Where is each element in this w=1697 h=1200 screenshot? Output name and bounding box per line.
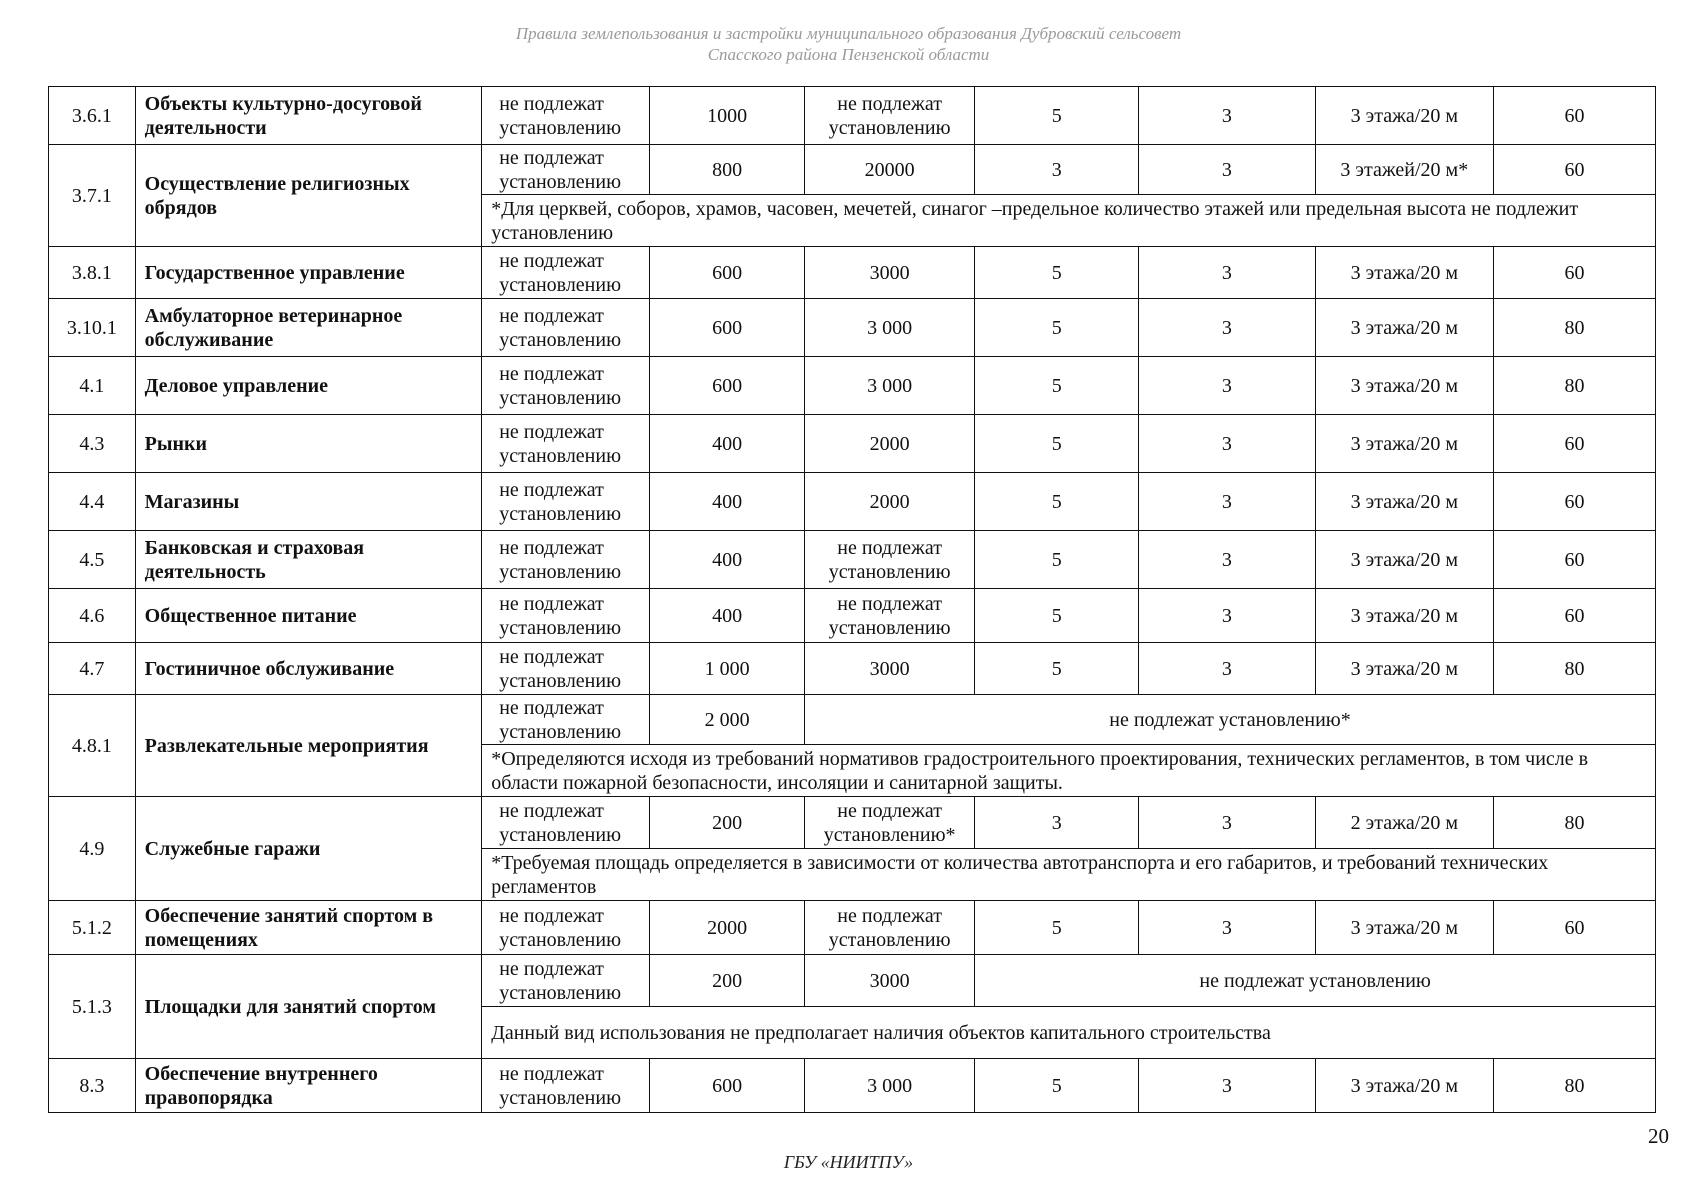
min-width-cell: не подлежат установлению: [482, 589, 650, 643]
min-width-cell: не подлежат установлению: [482, 473, 650, 531]
table-row: [49, 797, 1656, 849]
row-code: 4.7: [49, 643, 136, 695]
table-row: [49, 473, 1656, 531]
row-name: Банковская и страховая деятельность: [135, 531, 482, 589]
setback-other-cell: 3: [1139, 473, 1315, 531]
setback-front-cell: 5: [975, 901, 1139, 955]
min-width-cell: не подлежат установлению: [482, 87, 650, 145]
row-code: 8.3: [49, 1059, 136, 1113]
table-row: [49, 87, 1656, 145]
setback-front-cell: 5: [975, 87, 1139, 145]
max-height-cell: 3 этажа/20 м: [1315, 87, 1493, 145]
min-area-cell: 200: [650, 955, 805, 1007]
setback-other-cell: 3: [1139, 901, 1315, 955]
setback-other-cell: 3: [1139, 797, 1315, 849]
setback-other-cell: 3: [1139, 145, 1315, 195]
setback-other-cell: 3: [1139, 589, 1315, 643]
row-code: 4.6: [49, 589, 136, 643]
page-number: 20: [1648, 1124, 1669, 1148]
setback-front-cell: 3: [975, 797, 1139, 849]
max-area-cell: не подлежат установлению: [805, 87, 975, 145]
max-area-cell: не подлежат установлению: [805, 589, 975, 643]
min-area-cell: 600: [650, 1059, 805, 1113]
table-row: [49, 901, 1656, 955]
max-height-cell: 2 этажа/20 м: [1315, 797, 1493, 849]
max-coverage-cell: 80: [1494, 1059, 1656, 1113]
table-row: [49, 357, 1656, 415]
setback-front-cell: 5: [975, 1059, 1139, 1113]
table-row: [49, 589, 1656, 643]
min-area-cell: 1000: [650, 87, 805, 145]
row-code: 4.4: [49, 473, 136, 531]
min-width-cell: не подлежат установлению: [482, 247, 650, 299]
table-row: [49, 299, 1656, 357]
row-note: Данный вид использования не предполагает наличия объектов капитального строительства: [482, 1007, 1656, 1059]
max-area-cell: 3000: [805, 643, 975, 695]
row-code: 5.1.2: [49, 901, 136, 955]
page-header: [0, 23, 1697, 65]
min-area-cell: 200: [650, 797, 805, 849]
setback-front-cell: 5: [975, 299, 1139, 357]
min-width-cell: не подлежат установлению: [482, 955, 650, 1007]
max-height-cell: 3 этажа/20 м: [1315, 247, 1493, 299]
min-width-cell: не подлежат установлению: [482, 901, 650, 955]
table-row: [49, 145, 1656, 195]
min-width-cell: не подлежат установлению: [482, 415, 650, 473]
row-code: 3.6.1: [49, 87, 136, 145]
merged-value-cell: не подлежат установлению*: [805, 695, 1656, 745]
setback-other-cell: 3: [1139, 357, 1315, 415]
min-area-cell: 2000: [650, 901, 805, 955]
table-row: [49, 531, 1656, 589]
setback-front-cell: 3: [975, 145, 1139, 195]
row-code: 4.1: [49, 357, 136, 415]
max-coverage-cell: 60: [1494, 87, 1656, 145]
row-name: Магазины: [135, 473, 482, 531]
max-height-cell: 3 этажа/20 м: [1315, 473, 1493, 531]
row-code: 3.8.1: [49, 247, 136, 299]
max-height-cell: 3 этажей/20 м*: [1315, 145, 1493, 195]
table-row: [49, 955, 1656, 1007]
setback-other-cell: 3: [1139, 87, 1315, 145]
min-area-cell: 600: [650, 247, 805, 299]
row-code: 4.3: [49, 415, 136, 473]
page-footer: ГБУ «НИИТПУ»: [783, 1152, 914, 1172]
regulations-table: [48, 86, 1656, 1113]
row-code: 4.8.1: [49, 695, 136, 797]
min-area-cell: 2 000: [650, 695, 805, 745]
min-area-cell: 1 000: [650, 643, 805, 695]
min-width-cell: не подлежат установлению: [482, 299, 650, 357]
max-coverage-cell: 80: [1494, 357, 1656, 415]
max-coverage-cell: 60: [1494, 247, 1656, 299]
max-coverage-cell: 80: [1494, 643, 1656, 695]
row-name: Амбулаторное ветеринарное обслуживание: [135, 299, 482, 357]
max-height-cell: 3 этажа/20 м: [1315, 415, 1493, 473]
min-area-cell: 800: [650, 145, 805, 195]
max-area-cell: 3000: [805, 247, 975, 299]
max-area-cell: 2000: [805, 473, 975, 531]
max-coverage-cell: 60: [1494, 145, 1656, 195]
min-width-cell: не подлежат установлению: [482, 357, 650, 415]
max-height-cell: 3 этажа/20 м: [1315, 299, 1493, 357]
row-note: *Требуемая площадь определяется в зависимости от количества автотранспорта и его габаритов, и требований технических регламентов: [482, 849, 1656, 901]
setback-front-cell: 5: [975, 357, 1139, 415]
max-coverage-cell: 80: [1494, 299, 1656, 357]
setback-other-cell: 3: [1139, 1059, 1315, 1113]
row-note: *Определяются исходя из требований нормативов градостроительного проектирования, технических регламентов, в том числе в области пожарной безопасности, инсоляции и санитарной защиты.: [482, 745, 1656, 797]
row-name: Обеспечение внутреннего правопорядка: [135, 1059, 482, 1113]
max-coverage-cell: 60: [1494, 473, 1656, 531]
row-name: Осуществление религиозных обрядов: [135, 145, 482, 247]
setback-other-cell: 3: [1139, 531, 1315, 589]
max-height-cell: 3 этажа/20 м: [1315, 531, 1493, 589]
min-width-cell: не подлежат установлению: [482, 643, 650, 695]
setback-front-cell: 5: [975, 473, 1139, 531]
setback-front-cell: 5: [975, 589, 1139, 643]
row-code: 3.10.1: [49, 299, 136, 357]
setback-front-cell: 5: [975, 643, 1139, 695]
row-name: Гостиничное обслуживание: [135, 643, 482, 695]
max-height-cell: 3 этажа/20 м: [1315, 357, 1493, 415]
setback-other-cell: 3: [1139, 247, 1315, 299]
max-height-cell: 3 этажа/20 м: [1315, 901, 1493, 955]
max-area-cell: 3 000: [805, 357, 975, 415]
table-row: [49, 643, 1656, 695]
min-area-cell: 400: [650, 589, 805, 643]
min-width-cell: не подлежат установлению: [482, 531, 650, 589]
max-area-cell: 3 000: [805, 299, 975, 357]
min-width-cell: не подлежат установлению: [482, 797, 650, 849]
max-height-cell: 3 этажа/20 м: [1315, 643, 1493, 695]
row-code: 4.5: [49, 531, 136, 589]
row-name: Развлекательные мероприятия: [135, 695, 482, 797]
max-height-cell: 3 этажа/20 м: [1315, 1059, 1493, 1113]
min-area-cell: 400: [650, 415, 805, 473]
merged-value-cell: не подлежат установлению: [975, 955, 1656, 1007]
max-coverage-cell: 80: [1494, 797, 1656, 849]
table-row: [49, 1059, 1656, 1113]
max-area-cell: не подлежат установлению: [805, 531, 975, 589]
max-area-cell: 2000: [805, 415, 975, 473]
max-coverage-cell: 60: [1494, 901, 1656, 955]
row-code: 5.1.3: [49, 955, 136, 1059]
header-line-1: Правила землепользования и застройки муниципального образования Дубровский сельсовет: [515, 24, 1182, 43]
max-coverage-cell: 60: [1494, 589, 1656, 643]
row-code: 3.7.1: [49, 145, 136, 247]
setback-other-cell: 3: [1139, 415, 1315, 473]
row-name: Обеспечение занятий спортом в помещениях: [135, 901, 482, 955]
row-name: Рынки: [135, 415, 482, 473]
table-row: [49, 247, 1656, 299]
max-coverage-cell: 60: [1494, 531, 1656, 589]
row-code: 4.9: [49, 797, 136, 901]
min-width-cell: не подлежат установлению: [482, 145, 650, 195]
min-area-cell: 600: [650, 299, 805, 357]
min-width-cell: не подлежат установлению: [482, 695, 650, 745]
setback-front-cell: 5: [975, 531, 1139, 589]
row-name: Государственное управление: [135, 247, 482, 299]
row-name: Объекты культурно-досуговой деятельности: [135, 87, 482, 145]
max-area-cell: не подлежат установлению*: [805, 797, 975, 849]
row-name: Общественное питание: [135, 589, 482, 643]
row-name: Служебные гаражи: [135, 797, 482, 901]
row-name: Площадки для занятий спортом: [135, 955, 482, 1059]
setback-other-cell: 3: [1139, 643, 1315, 695]
min-area-cell: 400: [650, 531, 805, 589]
max-area-cell: не подлежат установлению: [805, 901, 975, 955]
max-area-cell: 20000: [805, 145, 975, 195]
min-area-cell: 400: [650, 473, 805, 531]
table-row: [49, 415, 1656, 473]
table-row: [49, 695, 1656, 745]
min-width-cell: не подлежат установлению: [482, 1059, 650, 1113]
max-area-cell: 3000: [805, 955, 975, 1007]
setback-front-cell: 5: [975, 415, 1139, 473]
max-coverage-cell: 60: [1494, 415, 1656, 473]
setback-other-cell: 3: [1139, 299, 1315, 357]
max-area-cell: 3 000: [805, 1059, 975, 1113]
setback-front-cell: 5: [975, 247, 1139, 299]
header-line-2: Спасского района Пензенской области: [707, 45, 990, 64]
row-name: Деловое управление: [135, 357, 482, 415]
min-area-cell: 600: [650, 357, 805, 415]
max-height-cell: 3 этажа/20 м: [1315, 589, 1493, 643]
row-note: *Для церквей, соборов, храмов, часовен, мечетей, синагог –предельное количество этажей или предельная высота не подлежит установлению: [482, 195, 1656, 247]
